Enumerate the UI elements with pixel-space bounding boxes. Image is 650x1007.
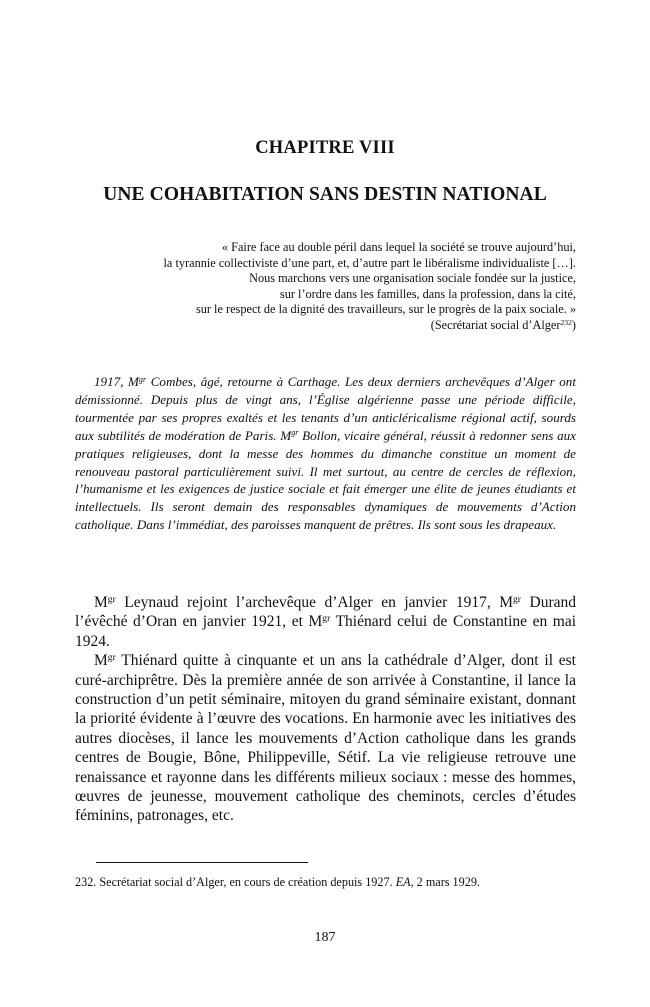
epigraph-line: la tyrannie collectiviste d’une part, et, d’autre part le libéralisme individualiste […]. [163, 255, 576, 270]
epigraph-line: Nous marchons vers une organisation sociale fondée sur la justice, [249, 271, 576, 286]
epigraph-source-open: ( [430, 317, 435, 332]
text-run: Thiénard celui de Constantine en mai 1924. [75, 613, 577, 650]
text-run: M [94, 594, 108, 611]
epigraph-line: sur le respect de la dignité des travailleurs, sur le progrès de la paix sociale. » [195, 302, 576, 317]
intro-paragraph [75, 373, 576, 534]
superscript: gr [513, 593, 521, 605]
body-paragraph-2 [75, 651, 576, 826]
text-run: 1917, M [94, 374, 139, 389]
superscript: gr [291, 428, 299, 438]
footnote-date: , 2 mars 1929. [410, 875, 480, 889]
intro-text [75, 373, 576, 534]
superscript: gr [107, 593, 116, 605]
body-paragraph-1 [75, 593, 576, 651]
epigraph-source-text: Secrétariat social d’Alger [434, 317, 561, 332]
chapter-title: UNE COHABITATION SANS DESTIN NATIONAL [103, 184, 547, 205]
epigraph-source-close: ) [571, 317, 576, 332]
text-run: Thiénard quitte à cinquante et un ans la cathédrale d’Alger, dont il est curé-archiprêtre. Dès la première année de son arrivée à Constantine, il lance la construction d’un petit séminaire, mitoyen du grand séminaire existant, donnant la priorité évidente à l’œuvre des vocations. En harmonie avec les initiatives des autres diocèses, il lance les mouvements d’Action catholique dans les grands centres de Bougie, Bône, Philippeville, Sétif. La vie religieuse retrouve une renaissance et rayonne dans les différents milieux sociaux : messe des hommes, œuvres de jeunesse, mouvement catholique des cheminots, cercles d’études féminins, patronages, etc. [75, 652, 576, 825]
text-run: M [94, 652, 108, 670]
epigraph-line: sur l’ordre dans les familles, dans la profession, dans la cité, [279, 286, 576, 301]
superscript: gr [138, 374, 147, 384]
page-number: 187 [314, 930, 336, 945]
text-run: Bollon, vicaire général, réussit à redonner sens aux pratiques religieuses, dont la messe des hommes du dimanche constitue un moment de renouveau pastoral particulièrement suivi. Il met surtout, au centre de cercles de réflexion, l’humanisme et les exigences de justice sociale et fait émerger une élite de jeunes étudiants et intellectuels. Ils seront demain des responsables dynamiques de mouvements d’Action catholique. Dans l’immédiat, des paroisses manquent de prêtres. Ils sont sous les drapeaux. [75, 427, 576, 533]
footnote-separator [96, 862, 308, 863]
footnote [75, 875, 480, 890]
footnote-text: 232. Secrétariat social d’Alger, en cours de création depuis 1927. [75, 875, 396, 889]
superscript: gr [107, 651, 116, 663]
chapter-number: CHAPITRE VIII [255, 138, 395, 158]
epigraph [56, 240, 576, 334]
footnote-ref: 232 [560, 317, 572, 327]
text-run: Durand l’évêché d’Oran en janvier 1921, et M [75, 594, 576, 631]
text-run: Leynaud rejoint l’archevêque d’Alger en janvier 1917, M [115, 594, 513, 611]
footnote-journal: EA [395, 875, 411, 889]
text-run: Combes, âgé, retourne à Carthage. Les deux derniers archevêques d’Alger ont démissionné. Depuis plus de vingt ans, l’Église algérienne passe une période difficile, tourmentée par ses propres exaltés et les tenants d’un anticléricalisme régional actif, sourds aux subtilités de modération de Paris. M [75, 374, 576, 443]
superscript: gr [322, 613, 331, 625]
epigraph-source [56, 318, 576, 334]
epigraph-line: « Faire face au double péril dans lequel la société se trouve aujourd’hui, [221, 240, 576, 254]
body-text [75, 593, 576, 826]
